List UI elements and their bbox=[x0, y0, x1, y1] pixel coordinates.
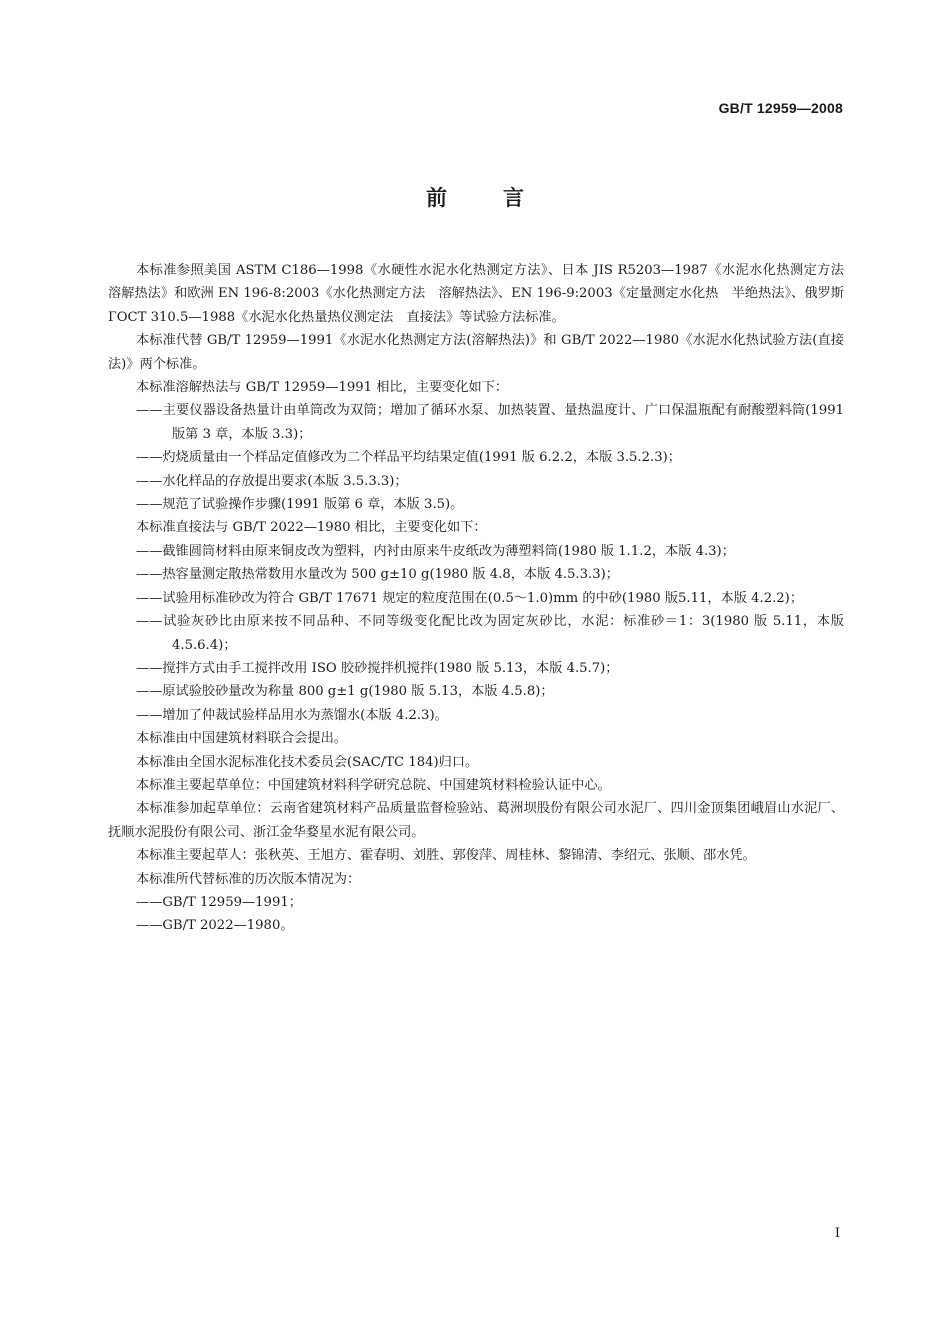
foreword-body bbox=[108, 259, 858, 938]
list-item: ——GB/T 12959—1991； bbox=[136, 894, 302, 910]
list-item: ——原试验胶砂量改为称量 800 g±1 g(1980 版 5.13，本版 4.5.8)； bbox=[136, 684, 554, 700]
page-title: 前言 bbox=[426, 186, 580, 210]
paragraph: 本标准主要起草单位：中国建筑材料科学研究总院、中国建筑材料检验认证中心。 bbox=[136, 777, 611, 793]
list-item: ——试验灰砂比由原来按不同品种、不同等级变化配比改为固定灰砂比，水泥：标准砂＝1：3(1980 版 5.11，本版 4.5.6.4)； bbox=[136, 614, 844, 653]
paragraph: 本标准参照美国 ASTM C186—1998《水硬性水泥水化热测定方法》、日本 JIS R5203—1987《水泥水化热测定方法 溶解热法》和欧洲 EN 196-8:2003《水化热测定方法 溶解热法》、EN 196-9:2003《定量测定水化热 半绝热法》、俄罗斯 ГОСТ 310.5—1988《水泥水化热量热仪测定法 直接法》等试验方法标准。 bbox=[108, 263, 858, 325]
list-item: ——热容量测定散热常数用水量改为 500 g±10 g(1980 版 4.8，本版 4.5.3.3)； bbox=[136, 567, 619, 583]
list-item: ——水化样品的存放提出要求(本版 3.5.3.3)； bbox=[136, 473, 408, 489]
paragraph: 本标准直接法与 GB/T 2022—1980 相比，主要变化如下： bbox=[136, 520, 487, 536]
list-item: ——灼烧质量由一个样品定值修改为二个样品平均结果定值(1991 版 6.2.2，本版 3.5.2.3)； bbox=[136, 450, 681, 466]
list-item: ——截锥圆筒材料由原来铜皮改为塑料，内衬由原来牛皮纸改为薄塑料筒(1980 版 1.1.2，本版 4.3)； bbox=[136, 543, 735, 559]
paragraph: 本标准主要起草人：张秋英、王旭方、霍春明、刘胜、郭俊萍、周桂林、黎锦清、李绍元、张顺、邵水凭。 bbox=[136, 848, 756, 864]
paragraph: 本标准由中国建筑材料联合会提出。 bbox=[136, 731, 347, 747]
list-item: ——试验用标准砂改为符合 GB/T 17671 规定的粒度范围在(0.5～1.0)mm 的中砂(1980 版5.11，本版 4.2.2)； bbox=[136, 590, 804, 606]
list-item: ——规范了试验操作步骤(1991 版第 6 章，本版 3.5)。 bbox=[136, 497, 464, 513]
list-item: ——主要仪器设备热量计由单筒改为双筒；增加了循环水泵、加热装置、量热温度计、广口保温瓶配有耐酸塑料筒(1991 版第 3 章，本版 3.3)； bbox=[136, 403, 844, 442]
paragraph: 本标准所代替标准的历次版本情况为： bbox=[136, 871, 361, 887]
list-item: ——搅拌方式由手工搅拌改用 ISO 胶砂搅拌机搅拌(1980 版 5.13，本版 4.5.7)； bbox=[136, 660, 619, 676]
list-item: ——增加了仲裁试验样品用水为蒸馏水(本版 4.2.3)。 bbox=[136, 707, 448, 723]
paragraph: 本标准由全国水泥标准化技术委员会(SAC/TC 184)归口。 bbox=[136, 754, 479, 770]
list-item: ——GB/T 2022—1980。 bbox=[136, 918, 294, 934]
paragraph: 本标准参加起草单位：云南省建筑材料产品质量监督检验站、葛洲坝股份有限公司水泥厂、四川金顶集团峨眉山水泥厂、抚顺水泥股份有限公司、浙江金华婺星水泥有限公司。 bbox=[108, 801, 844, 840]
standard-code: GB/T 12959—2008 bbox=[718, 100, 843, 116]
paragraph: 本标准溶解热法与 GB/T 12959—1991 相比，主要变化如下： bbox=[136, 380, 509, 396]
paragraph: 本标准代替 GB/T 12959—1991《水泥水化热测定方法(溶解热法)》和 GB/T 2022—1980《水泥水化热试验方法(直接法)》两个标准。 bbox=[108, 333, 844, 372]
page-number: I bbox=[834, 1226, 840, 1241]
